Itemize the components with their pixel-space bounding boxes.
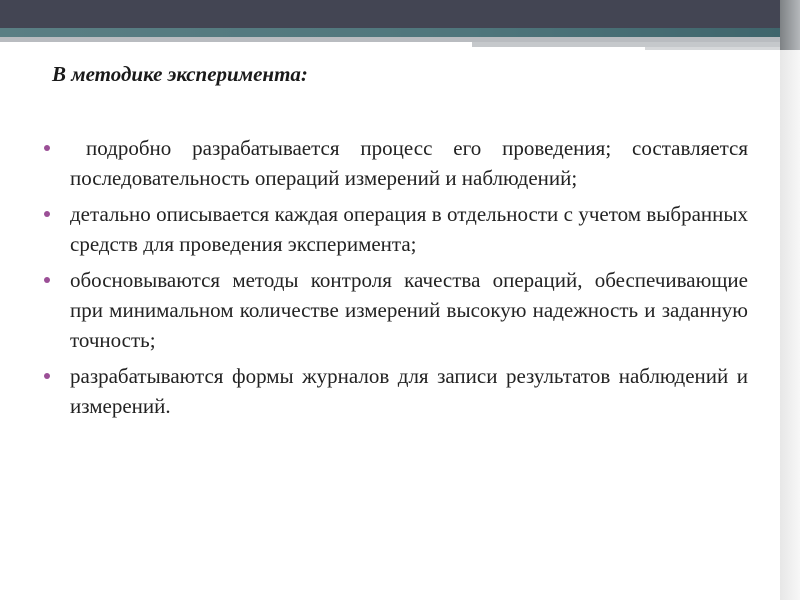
- bullet-dot-icon: [44, 277, 50, 283]
- bullet-item: [44, 199, 748, 259]
- bullet-item: [44, 265, 748, 355]
- header-teal-stripe: [0, 28, 780, 37]
- bullet-dot-icon: [44, 145, 50, 151]
- slide-title: В методике эксперимента:: [52, 62, 308, 86]
- header-accent-detail: [645, 47, 780, 50]
- bullet-text: подробно разрабатывается процесс его проведения; составляется последовательность операций измерений и наблюдений;: [70, 136, 748, 190]
- bullet-text: разрабатываются формы журналов для записи результатов наблюдений и измерений.: [70, 364, 748, 418]
- bullet-item: [44, 361, 748, 421]
- bullet-text: детально описывается каждая операция в отдельности с учетом выбранных средств для проведения эксперимента;: [70, 202, 748, 256]
- bullet-list: [44, 133, 748, 427]
- header-band: [0, 0, 800, 28]
- bullet-dot-icon: [44, 211, 50, 217]
- bullet-text: обосновываются методы контроля качества операций, обеспечивающие при минимальном количестве измерений высокую надежность и заданную точность;: [70, 268, 748, 352]
- slide-right-shadow: [780, 0, 800, 600]
- bullet-item: [44, 133, 748, 193]
- slide-right-shadow-top: [780, 0, 800, 50]
- bullet-dot-icon: [44, 373, 50, 379]
